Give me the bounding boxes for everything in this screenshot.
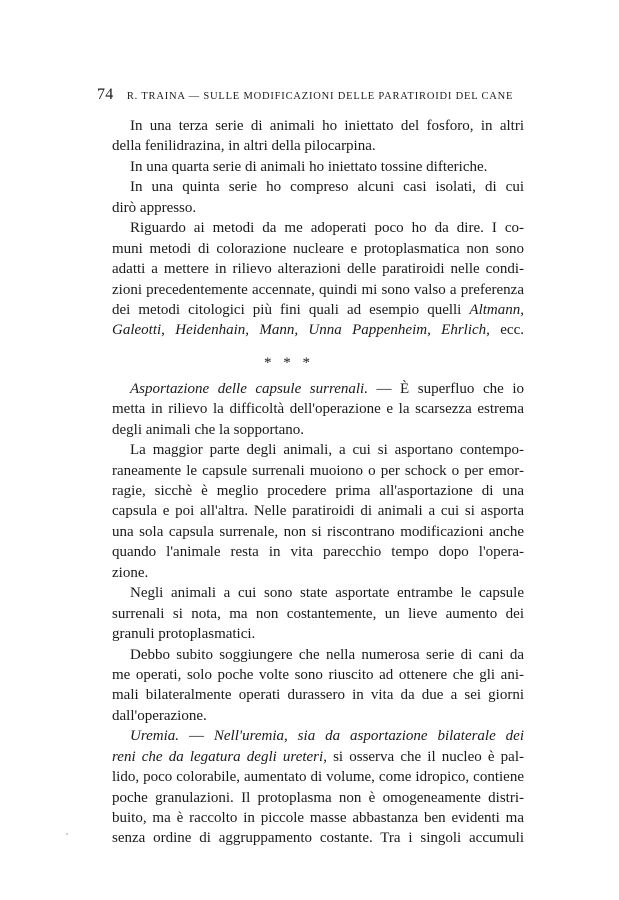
text-line: La maggior parte degli animali, a cui si asportano contempo- — [130, 442, 524, 459]
text-line: metta in rilievo la difficoltà dell'operazione e la scarsezza estrema — [112, 401, 524, 418]
text-line — [112, 747, 524, 767]
text-line: della fenilidrazina, in altri della pilocarpina. — [112, 138, 376, 155]
text-line: zioni precedentemente accennate, quindi mi sono valso a preferenza — [112, 281, 524, 298]
italic-names: Altmann, — [469, 301, 525, 318]
running-title: R. TRAINA — SULLE MODIFICAZIONI DELLE PARATIROIDI DEL CANE — [126, 91, 514, 102]
text-line: In una quarta serie di animali ho iniettato tossine difteriche. — [130, 158, 488, 175]
text-line: In una quinta serie ho compreso alcuni casi isolati, di cui — [130, 179, 524, 196]
text-run: — — [188, 728, 204, 745]
text-line — [112, 320, 524, 340]
section-separator — [112, 341, 524, 379]
text-line: raneamente le capsule surrenali muoiono o per schock o per emor- — [112, 462, 524, 479]
text-line: Debbo subito soggiungere che nella numerosa serie di cani da — [130, 646, 524, 663]
text-line: capsula e poi all'altra. Nelle paratiroidi di animali a cui si asporta — [112, 503, 524, 520]
text-line: dall'operazione. — [112, 707, 207, 724]
text-body — [112, 116, 524, 849]
text-line — [112, 726, 524, 746]
text-line: adatti a mettere in rilievo alterazioni delle paratiroidi nelle condi- — [112, 261, 524, 278]
text-run: — È superfluo che io — [376, 380, 524, 397]
text-line: senza ordine di aggruppamento costante. Tra i singoli accumuli — [112, 830, 524, 847]
section-heading: Uremia. — [130, 728, 180, 745]
text-line: ragie, sicchè è meglio procedere prima all'asportazione di una — [112, 483, 524, 499]
italic-run: Nell'uremia, sia da asportazione bilaterale dei — [213, 728, 525, 745]
margin-speck — [66, 833, 68, 835]
text-line: quando l'animale resta in vita parecchio tempo dopo l'opera- — [112, 544, 524, 561]
italic-names: Galeotti, Heidenhain, Mann, Unna Pappenheim, Ehrlich, — [112, 322, 490, 339]
text-line: una sola capsula surrenale, non si riscontrano modificazioni anche — [112, 523, 524, 540]
text-line: dirò appresso. — [112, 199, 197, 216]
text-line: Negli animali a cui sono state asportate entrambe le capsule — [130, 585, 524, 602]
running-header — [97, 86, 522, 104]
section-heading: Asportazione delle capsule surrenali. — [130, 380, 368, 397]
text-line: zione. — [112, 564, 149, 581]
text-line: granuli protoplasmatici. — [112, 626, 256, 643]
asterisk-separator: * * * — [264, 354, 314, 371]
italic-run: reni che da legatura degli ureteri — [112, 748, 324, 765]
text-line: poche granulazioni. Il protoplasma non è omogeneamente distri- — [112, 789, 524, 806]
page-number: 74 — [97, 86, 114, 103]
text-line: mali bilateralmente operati durassero in vita da due a sei giorni — [112, 687, 524, 704]
text-line — [112, 300, 524, 320]
text-line — [112, 379, 524, 399]
text-line: me operati, solo poche volte sono riuscito ad ottenere che gli ani- — [112, 666, 524, 683]
text-line: degli animali che la sopportano. — [112, 421, 305, 438]
text-run: ecc. — [500, 322, 524, 339]
text-line: In una terza serie di animali ho iniettato del fosforo, in altri — [130, 118, 524, 134]
text-line: buito, ma è raccolto in piccole masse abbastanza ben evidenti ma — [112, 810, 524, 826]
text-line: lido, poco colorabile, aumentato di volume, come idropico, contiene — [112, 769, 524, 786]
text-run: , si osserva che il nucleo è pal- — [323, 748, 525, 765]
text-run: dei metodi citologici più fini quali ad esempio quelli — [112, 301, 462, 318]
text-line: surrenali si nota, ma non costantemente, un lieve aumento dei — [112, 605, 524, 622]
text-line: muni metodi di colorazione nucleare e protoplasmatica non sono — [112, 240, 524, 257]
text-line: Riguardo ai metodi da me adoperati poco ho da dire. I co- — [130, 220, 524, 237]
